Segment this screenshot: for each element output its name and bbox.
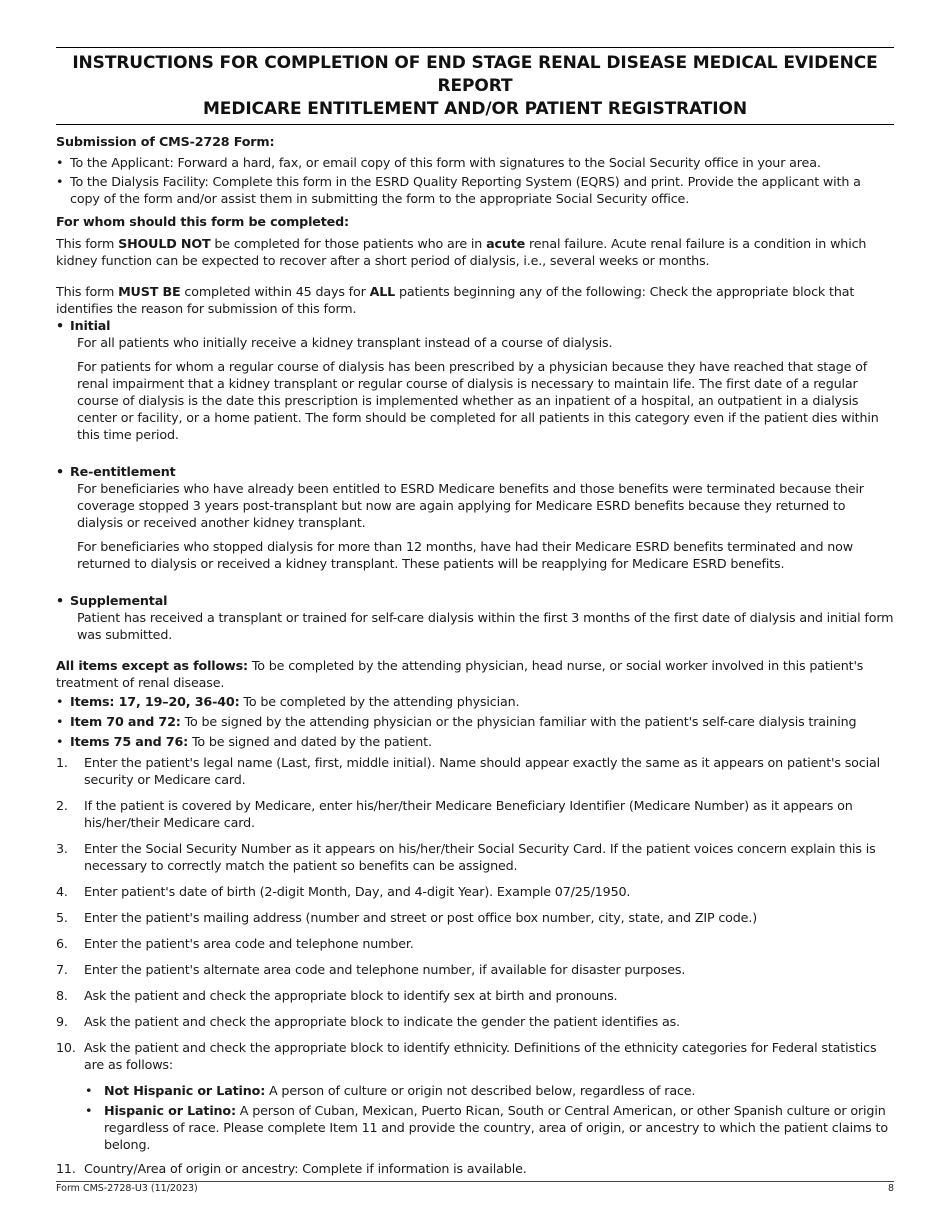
submission-heading: Submission of CMS-2728 Form: <box>56 134 275 149</box>
items-physician: • Items: 17, 19–20, 36-40: To be completed by the attending physician. <box>56 693 894 710</box>
ethnicity-hispanic: • Hispanic or Latino: A person of Cuban, Mexican, Puerto Rican, South or Central American, or other Spanish culture or origin regardless of race. Please complete Item 11 and provide the country, area of origin, or ancestry to which the patient claims to belong. <box>84 1102 894 1153</box>
items-signature-patient: • Items 75 and 76: To be signed and dated by the patient. <box>56 733 894 750</box>
reentitlement-label: • Re-entitlement <box>56 463 894 480</box>
page-number: 8 <box>887 1183 894 1194</box>
list-item: 2. If the patient is covered by Medicare, enter his/her/their Medicare Beneficiary Identifier (Medicare Number) as it appears on his/her/their Medicare card. <box>56 798 853 830</box>
all-items-paragraph: All items except as follows: To be completed by the attending physician, head nurse, or social worker involved in this patient's treatment of renal disease. <box>56 658 864 690</box>
title-line-2: MEDICARE ENTITLEMENT AND/OR PATIENT REGISTRATION <box>202 99 748 119</box>
ethnicity-not-hispanic: • Not Hispanic or Latino: A person of culture or origin not described below, regardless of race. <box>84 1082 894 1099</box>
list-item: 5. Enter the patient's mailing address (number and street or post office box number, city, state, and ZIP code.) <box>56 910 758 925</box>
document-page <box>56 0 894 1177</box>
submission-facility: • To the Dialysis Facility: Complete this form in the ESRD Quality Reporting System (EQRS) and print. Provide the applicant with a copy of the form and/or assist them in submitting the form to the appropriate Social Security office. <box>56 173 894 207</box>
should-not-paragraph: This form SHOULD NOT be completed for those patients who are in acute renal failure. Acute renal failure is a condition in which kidney function can be expected to recover after a short period of dialysis, i.e., several weeks or months. <box>56 236 867 268</box>
list-item: 11. Country/Area of origin or ancestry: Complete if information is available. <box>56 1161 527 1176</box>
must-be-paragraph: This form MUST BE completed within 45 days for ALL patients beginning any of the following: Check the appropriate block that identifies the reason for submission of this form. <box>56 284 855 316</box>
list-item: 1. Enter the patient's legal name (Last, first, middle initial). Name should appear exactly the same as it appears on patient's social security or Medicare card. <box>56 755 880 787</box>
supplemental-label: • Supplemental <box>56 592 894 609</box>
list-item: 8. Ask the patient and check the appropriate block to identify sex at birth and pronouns. <box>56 988 618 1003</box>
supplemental-paragraph: Patient has received a transplant or trained for self-care dialysis within the first 3 months of the first date of dialysis and initial form was submitted. <box>77 610 894 642</box>
reentitlement-paragraph-2: For beneficiaries who stopped dialysis for more than 12 months, have had their Medicare ESRD benefits terminated and now returned to dialysis or received a kidney transplant. These patients will be reapplying for Medicare ESRD benefits. <box>77 539 853 571</box>
form-number: Form CMS-2728-U3 (11/2023) <box>56 1183 198 1194</box>
title-line-1: INSTRUCTIONS FOR COMPLETION OF END STAGE RENAL DISEASE MEDICAL EVIDENCE REPORT <box>72 53 878 96</box>
reentitlement-paragraph-1: For beneficiaries who have already been entitled to ESRD Medicare benefits and those benefits were terminated because their coverage stopped 3 years post-transplant but now are again applying for Medicare ESRD benefits because they returned to dialysis or received another kidney transplant. <box>77 481 864 530</box>
items-signature-physician: • Item 70 and 72: To be signed by the attending physician or the physician familiar with the patient's self-care dialysis training <box>56 713 894 730</box>
list-item: 10. Ask the patient and check the appropriate block to identify ethnicity. Definitions of the ethnicity categories for Federal statistics are as follows: <box>56 1040 877 1072</box>
list-item: 4. Enter patient's date of birth (2-digit Month, Day, and 4-digit Year). Example 07/25/1950. <box>56 884 631 899</box>
page-footer <box>56 1181 894 1195</box>
initial-paragraph-2: For patients for whom a regular course of dialysis has been prescribed by a physician because they have reached that stage of renal impairment that a kidney transplant or regular course of dialysis is necessary to maintain life. The first date of a regular course of dialysis is the date this prescription is implemented whether as an inpatient of a hospital, an outpatient in a dialysis center or facility, or a home patient. The form should be completed for all patients in this category even if the patient dies within this time period. <box>77 359 879 442</box>
document-title <box>56 47 894 125</box>
instructions-body <box>56 133 894 1177</box>
list-item: 7. Enter the patient's alternate area code and telephone number, if available for disaster purposes. <box>56 962 686 977</box>
list-item: 3. Enter the Social Security Number as it appears on his/her/their Social Security Card. If the patient voices concern explain this is necessary to correctly match the patient so benefits can be assigned. <box>56 841 876 873</box>
list-item: 9. Ask the patient and check the appropriate block to indicate the gender the patient identifies as. <box>56 1014 680 1029</box>
submission-applicant: • To the Applicant: Forward a hard, fax, or email copy of this form with signatures to the Social Security office in your area. <box>56 154 894 171</box>
initial-paragraph-1: For all patients who initially receive a kidney transplant instead of a course of dialysis. <box>77 335 613 350</box>
whom-heading: For whom should this form be completed: <box>56 214 349 229</box>
list-item: 6. Enter the patient's area code and telephone number. <box>56 936 414 951</box>
initial-label: • Initial <box>56 317 894 334</box>
